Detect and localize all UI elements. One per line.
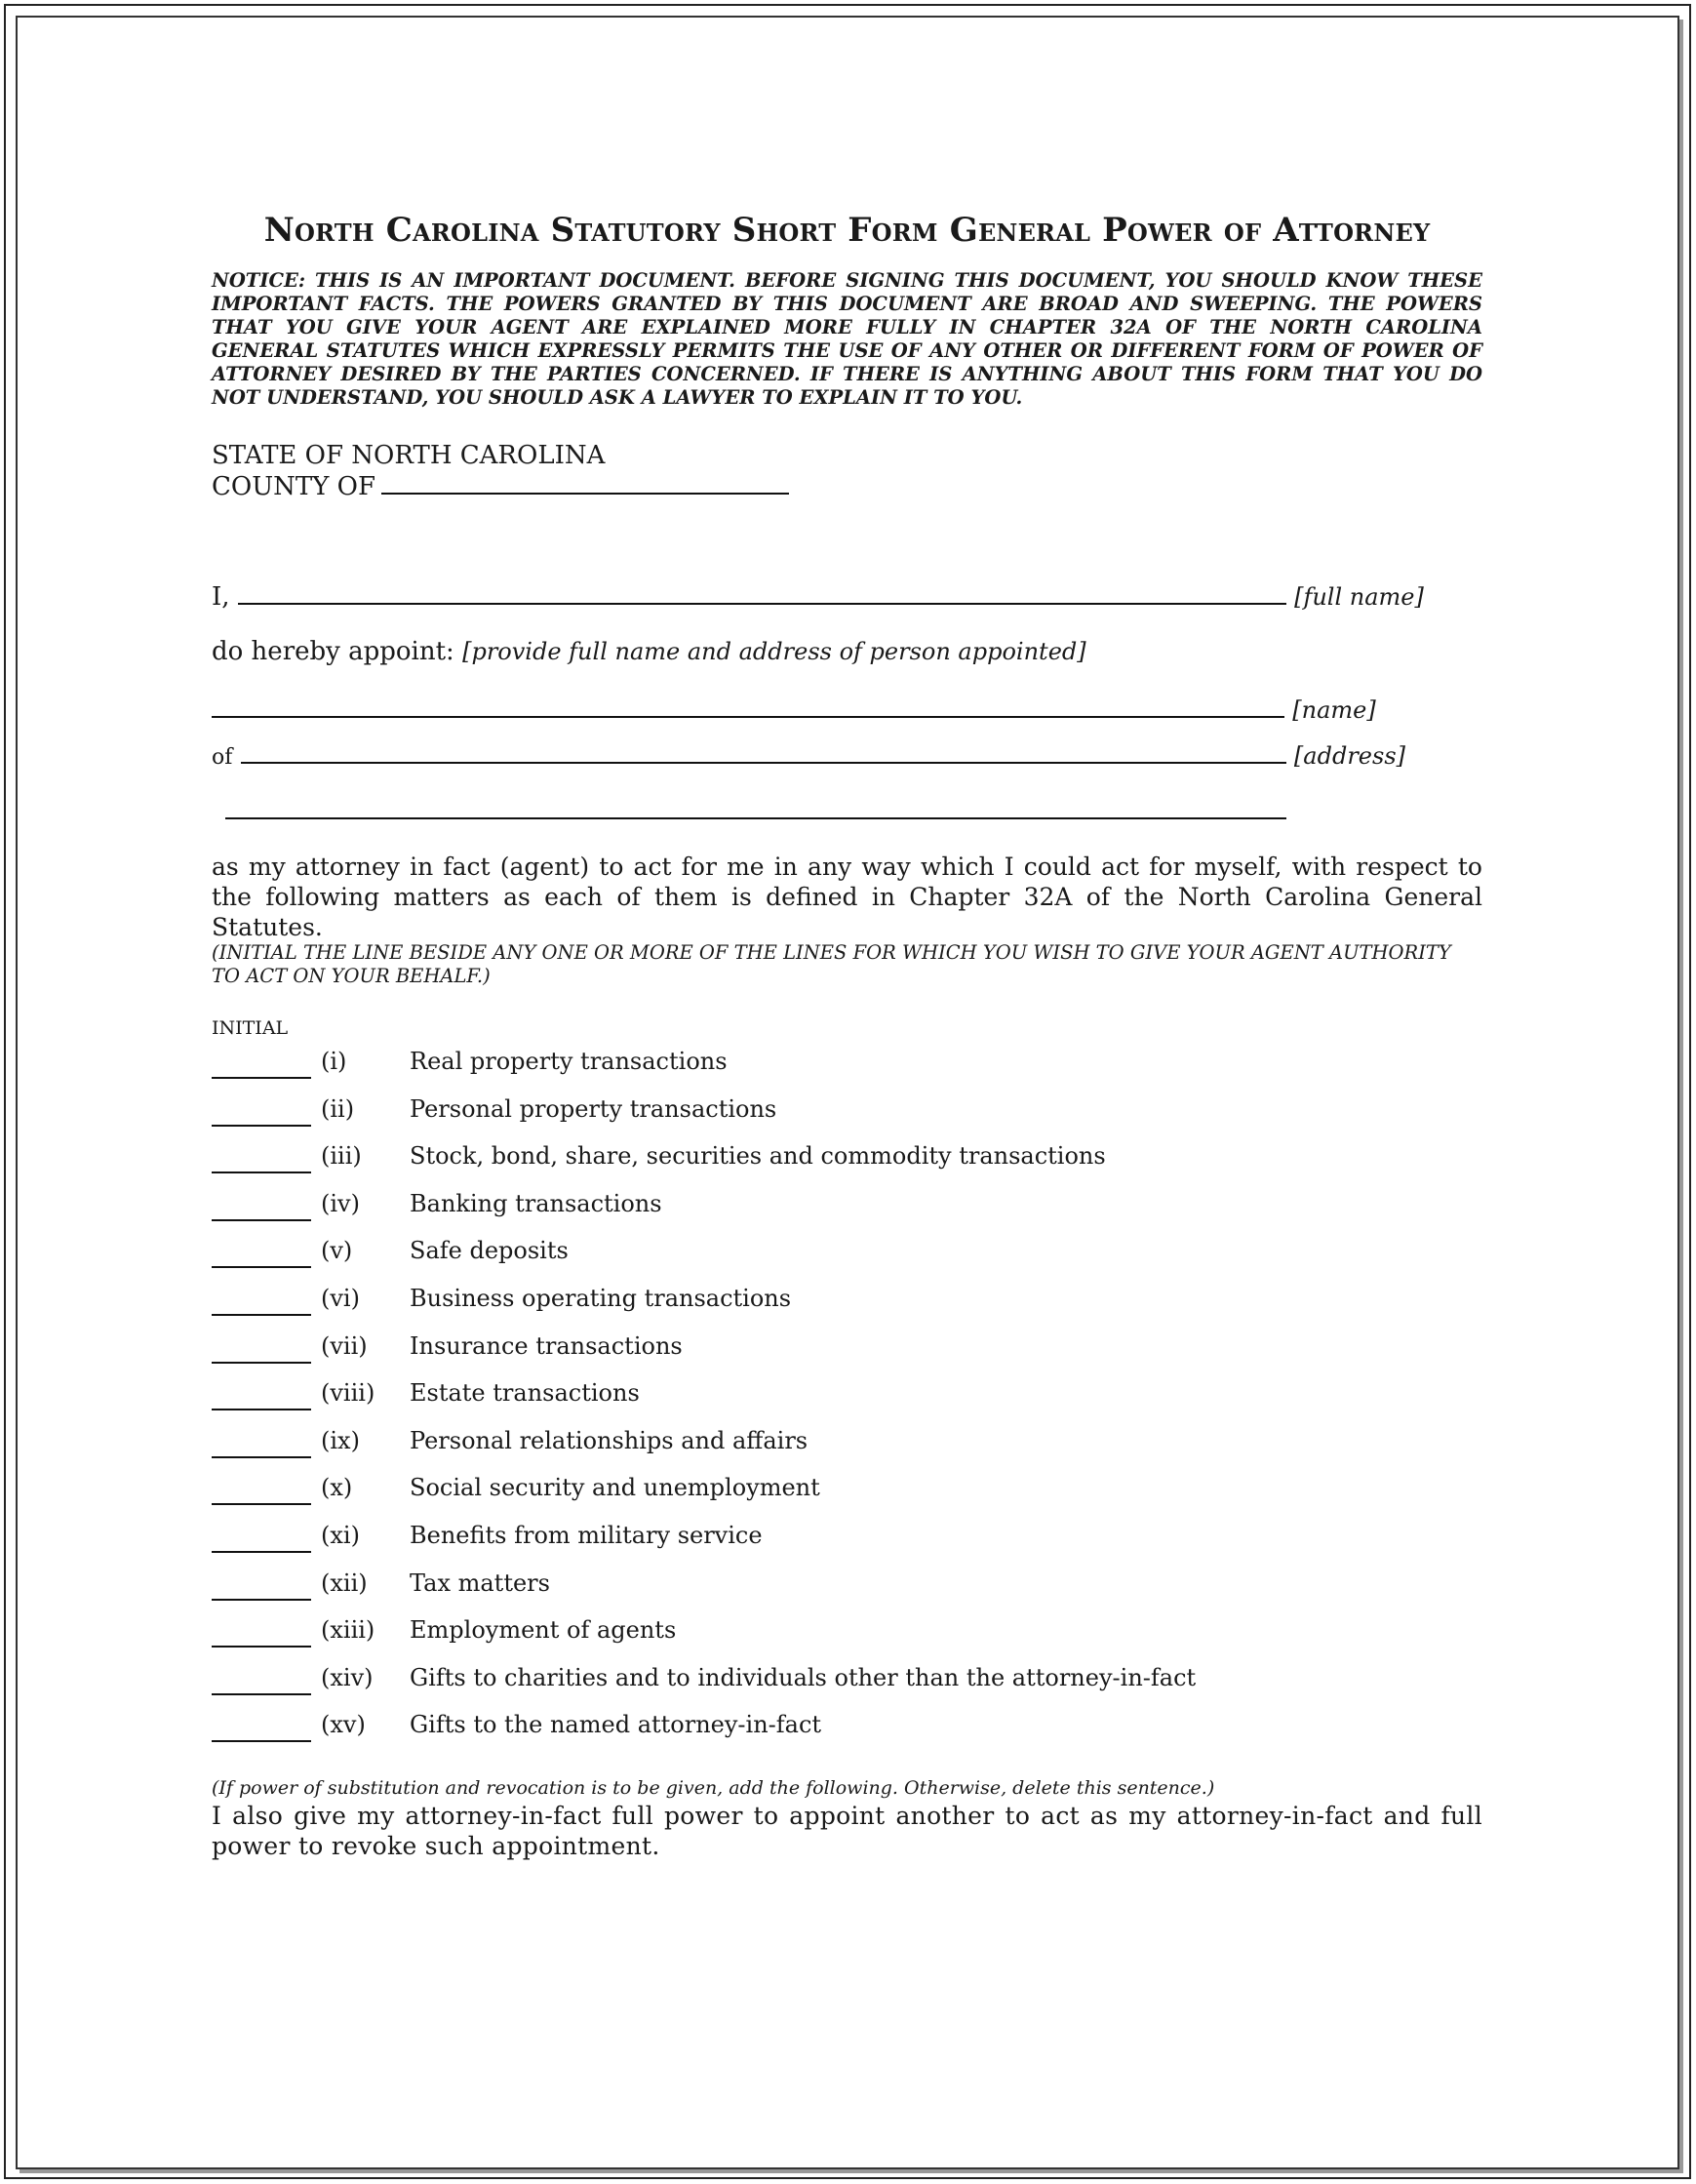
state-county-block (212, 441, 789, 502)
power-numeral: (xi) (321, 1522, 360, 1549)
power-label: Stock, bond, share, securities and commodity transactions (410, 1142, 1106, 1171)
power-label: Insurance transactions (410, 1331, 683, 1360)
power-label: Personal relationships and affairs (410, 1426, 809, 1454)
substitution-note: (If power of substitution and revocation is to be given, add the following. Otherwise, delete this sentence.) (212, 1777, 1215, 1799)
power-numeral: (i) (321, 1048, 347, 1075)
power-numeral: (v) (321, 1237, 353, 1265)
county-label: COUNTY OF (212, 472, 375, 501)
power-label: Safe deposits (410, 1237, 569, 1265)
power-numeral: (xii) (321, 1569, 368, 1597)
power-label: Gifts to the named attorney-in-fact (410, 1711, 822, 1739)
appoint-hint: [provide full name and address of person appointed] (462, 638, 1086, 665)
appoint-label: do hereby appoint: (212, 637, 454, 666)
initial-blank[interactable] (212, 1503, 311, 1505)
attorney-paragraph: as my attorney in fact (agent) to act for me in any way which I could act for myself, with respect to the following matters as each of them is defined in Chapter 32A of the North Carolina General Statutes. (212, 853, 1482, 941)
agent-address-blank[interactable] (241, 740, 1286, 764)
document-title: North Carolina Statutory Short Form General Power of Attorney (263, 211, 1431, 250)
initial-blank[interactable] (212, 1077, 311, 1079)
initial-blank[interactable] (212, 1646, 311, 1648)
power-numeral: (vi) (321, 1285, 360, 1312)
power-numeral: (ii) (321, 1094, 355, 1123)
principal-name-row (212, 581, 1424, 612)
address-hint: [address] (1293, 742, 1405, 770)
initial-blank[interactable] (212, 1219, 311, 1221)
agent-address-row-2 (225, 794, 1286, 826)
power-label: Banking transactions (410, 1189, 662, 1217)
of-label: of (212, 745, 233, 770)
agent-name-row (212, 691, 1376, 725)
initial-blank[interactable] (212, 1362, 311, 1364)
power-label: Benefits from military service (410, 1522, 763, 1549)
name-hint: [name] (1292, 696, 1376, 724)
initial-blank[interactable] (212, 1314, 311, 1316)
appoint-row (212, 637, 1086, 666)
agent-address-blank-2[interactable] (225, 794, 1286, 819)
power-label: Gifts to charities and to individuals other than the attorney-in-fact (410, 1663, 1197, 1691)
power-label: Business operating transactions (410, 1285, 792, 1312)
initial-blank[interactable] (212, 1409, 311, 1410)
initial-blank[interactable] (212, 1456, 311, 1458)
agent-address-row (212, 740, 1405, 771)
i-label: I, (212, 582, 230, 612)
initial-blank[interactable] (212, 1551, 311, 1553)
power-numeral: (vii) (321, 1331, 368, 1360)
initial-blank[interactable] (212, 1266, 311, 1268)
power-numeral: (x) (321, 1474, 353, 1502)
substitution-text: I also give my attorney-in-fact full power to appoint another to act as my attorney-in-fact and full power to revoke such appointment. (212, 1802, 1482, 1860)
initial-blank[interactable] (212, 1599, 311, 1601)
power-label: Real property transactions (410, 1048, 728, 1075)
full-name-hint: [full name] (1294, 583, 1424, 611)
power-numeral: (iv) (321, 1189, 360, 1217)
state-line: STATE OF NORTH CAROLINA (212, 441, 606, 470)
initial-blank[interactable] (212, 1740, 311, 1742)
county-blank[interactable] (381, 471, 789, 495)
power-numeral: (viii) (321, 1379, 375, 1408)
power-label: Employment of agents (410, 1616, 677, 1645)
power-numeral: (xv) (321, 1711, 366, 1739)
power-label: Estate transactions (410, 1379, 640, 1408)
initial-blank[interactable] (212, 1693, 311, 1695)
power-numeral: (iii) (321, 1142, 362, 1171)
power-label: Personal property transactions (410, 1094, 777, 1123)
initial-instruction: (INITIAL THE LINE BESIDE ANY ONE OR MORE OF THE LINES FOR WHICH YOU WISH TO GIVE YOUR AGENT AUTHORITY TO ACT ON YOUR BEHALF.) (212, 941, 1451, 987)
initial-blank[interactable] (212, 1125, 311, 1127)
full-name-blank[interactable] (238, 581, 1286, 605)
power-label: Tax matters (410, 1569, 550, 1597)
initial-blank[interactable] (212, 1171, 311, 1173)
power-numeral: (ix) (321, 1426, 360, 1454)
power-label: Social security and unemployment (410, 1474, 820, 1502)
notice-paragraph: NOTICE: THIS IS AN IMPORTANT DOCUMENT. BEFORE SIGNING THIS DOCUMENT, YOU SHOULD KNOW THESE IMPORTANT FACTS. THE POWERS GRANTED BY THIS DOCUMENT ARE BROAD AND SWEEPING. THE POWERS THAT YOU GIVE YOUR AGENT ARE EXPLAINED MORE FULLY IN CHAPTER 32A OF THE NORTH CAROLINA GENERAL STATUTES WHICH EXPRESSLY PERMITS THE USE OF ANY OTHER OR DIFFERENT FORM OF POWER OF ATTORNEY DESIRED BY THE PARTIES CONCERNED. IF THERE IS ANYTHING ABOUT THIS FORM THAT YOU DO NOT UNDERSTAND, YOU SHOULD ASK A LAWYER TO EXPLAIN IT TO YOU. (212, 269, 1482, 409)
agent-name-blank[interactable] (212, 691, 1284, 718)
power-numeral: (xiv) (321, 1663, 374, 1691)
initial-column-label: INITIAL (212, 1017, 289, 1039)
county-row (212, 471, 789, 502)
power-numeral: (xiii) (321, 1616, 375, 1645)
